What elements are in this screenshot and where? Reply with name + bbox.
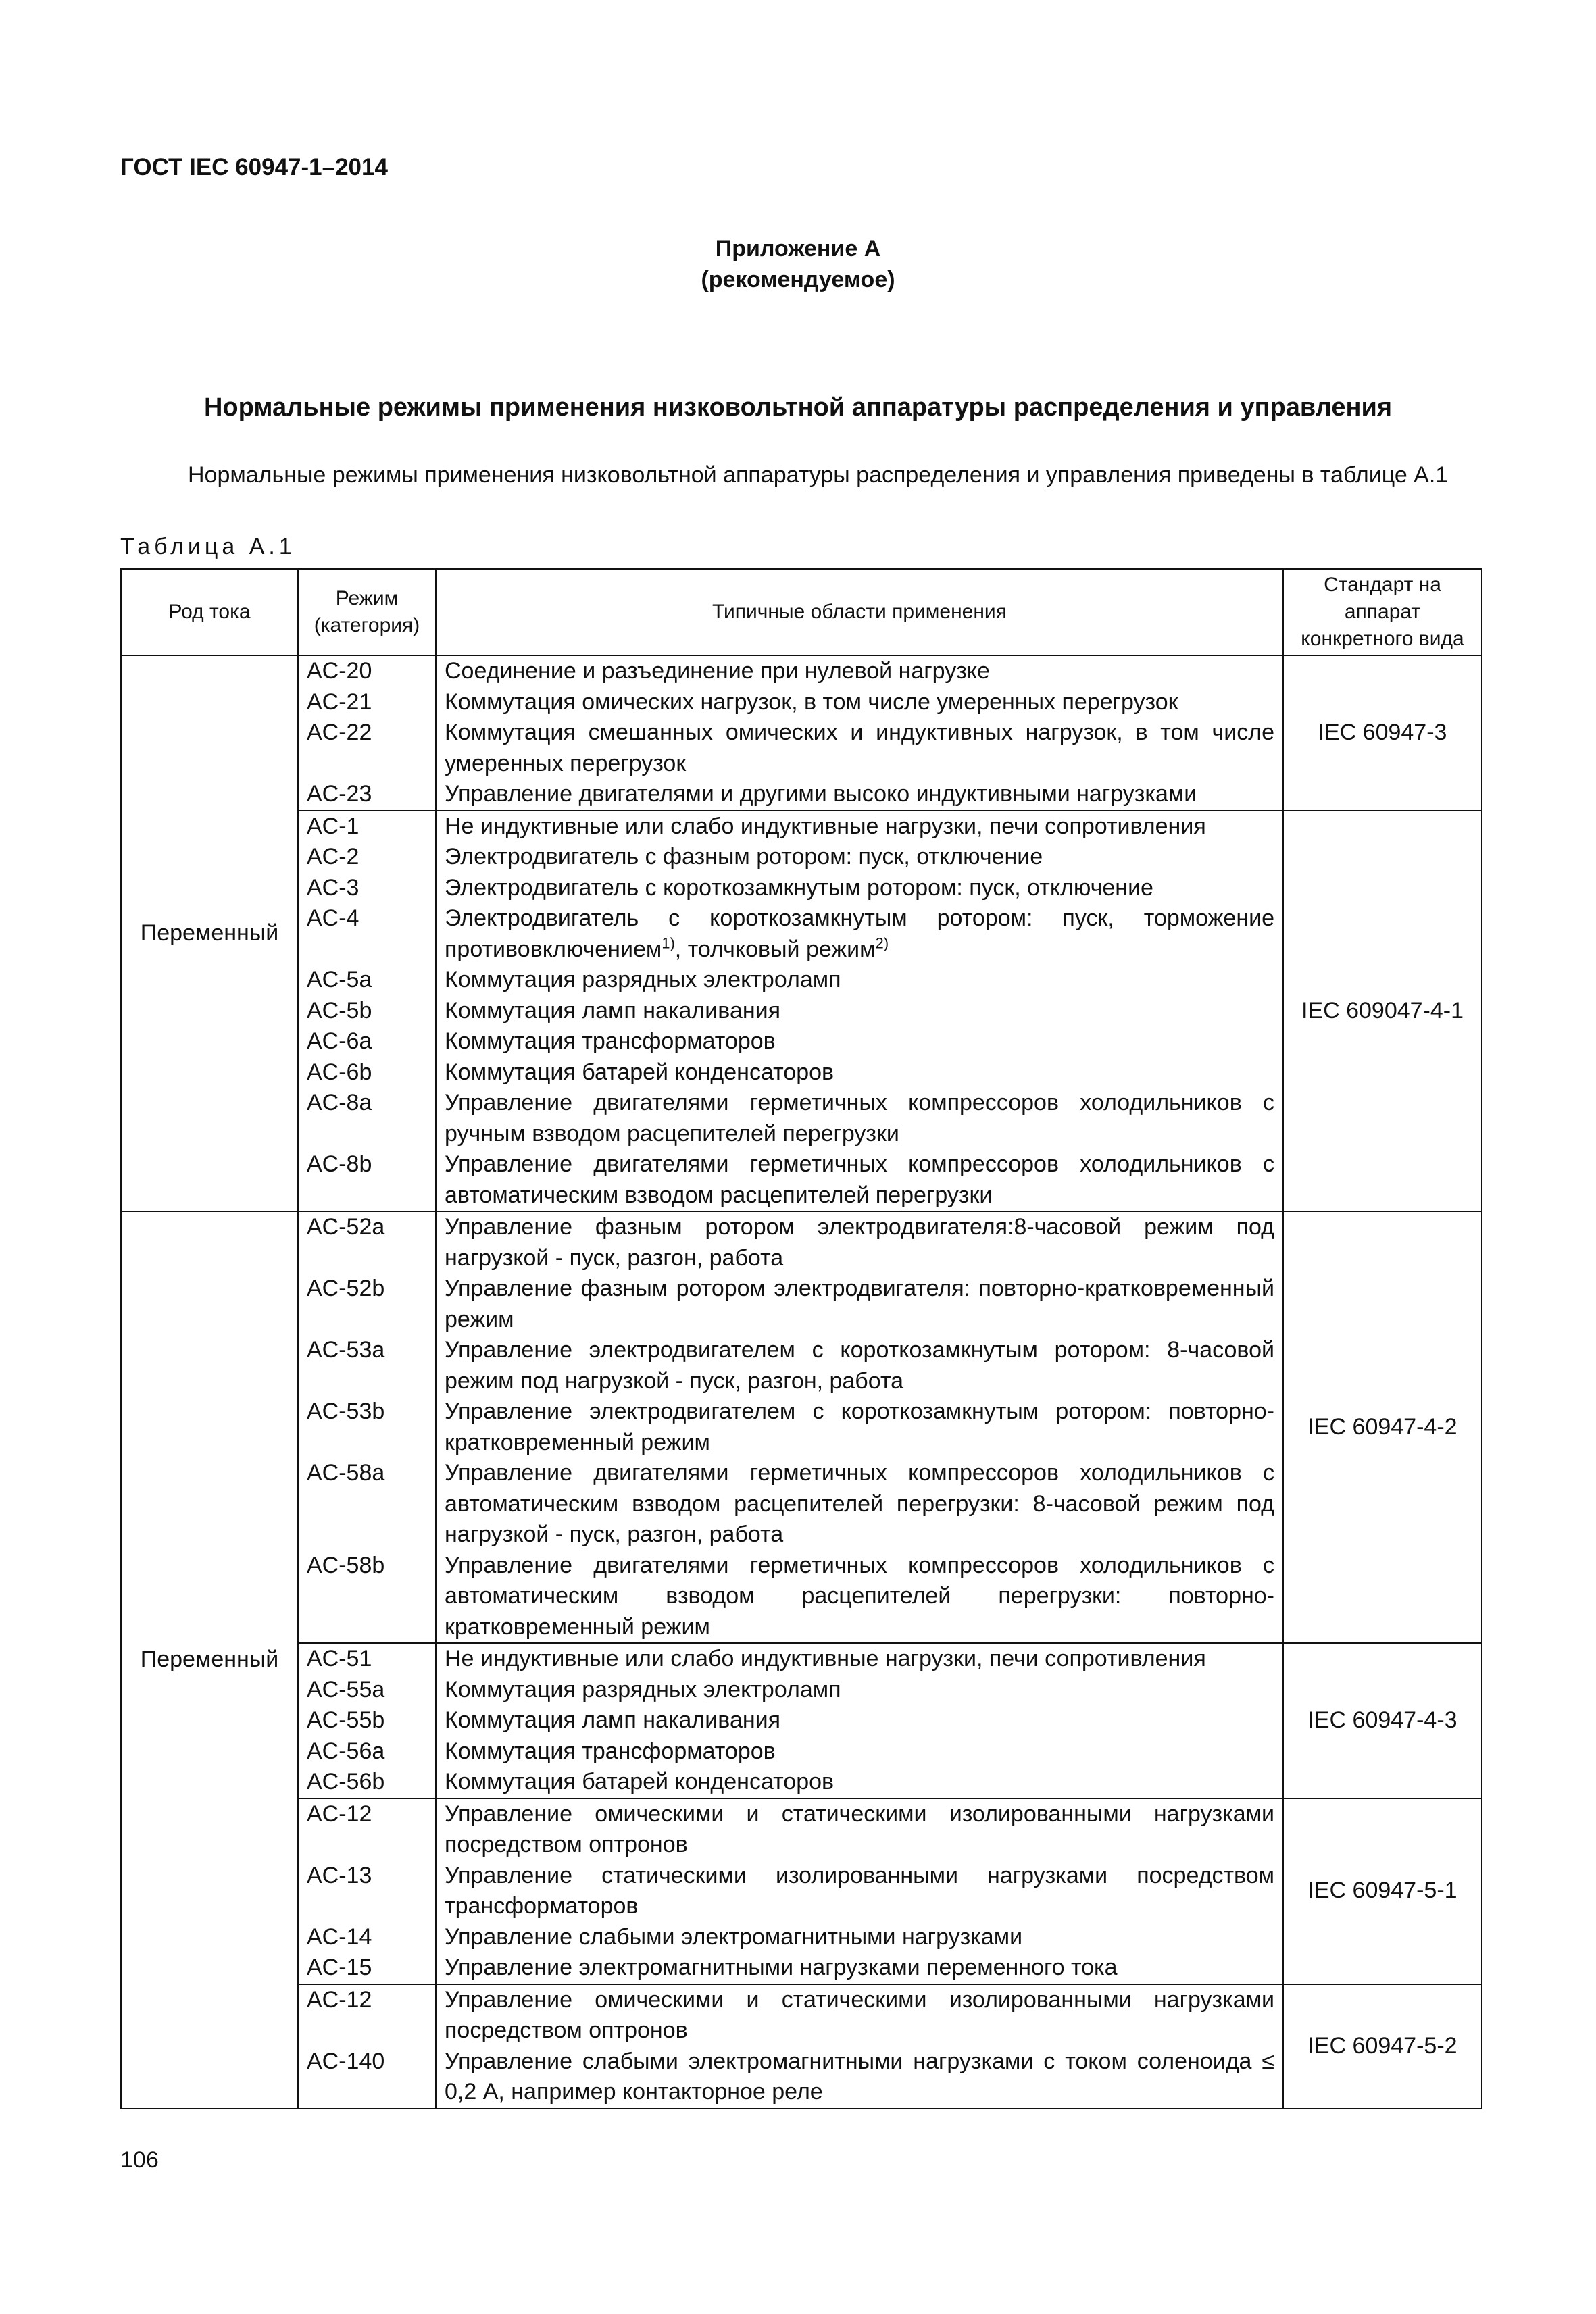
mode-code: AC-23 xyxy=(307,781,372,807)
areas-cell xyxy=(436,1984,1283,2109)
mode-code: AC-1 xyxy=(307,813,359,839)
area-text: Не индуктивные или слабо индуктивные нагрузки, печи сопротивления xyxy=(445,1646,1206,1671)
mode-cell xyxy=(298,1211,436,1643)
table-row xyxy=(121,1799,1482,1984)
standard-cell: IEC 60947-4-3 xyxy=(1283,1643,1482,1799)
mode-code xyxy=(307,1366,427,1397)
standard-cell: IEC 60947-4-2 xyxy=(1283,1211,1482,1643)
header-areas: Типичные области применения xyxy=(436,569,1283,655)
mode-code xyxy=(307,2015,427,2046)
mode-code: AC-14 xyxy=(307,1923,372,1950)
appendix-title: Приложение А xyxy=(715,236,881,261)
mode-cell xyxy=(298,655,436,811)
mode-code: AC-58b xyxy=(307,1552,385,1578)
intro-paragraph: Нормальные режимы применения низковольтной аппаратуры распределения и управления приведены в таблице А.1 xyxy=(188,462,1449,488)
footnote-mark: 2) xyxy=(875,934,889,952)
mode-cell xyxy=(298,1643,436,1799)
area-text: Коммутация ламп накаливания xyxy=(445,1707,781,1733)
area-text: Электродвигатель с фазным ротором: пуск, отключение xyxy=(445,844,1043,870)
areas-cell xyxy=(436,1643,1283,1799)
mode-code: AC-53a xyxy=(307,1337,385,1363)
area-text: Коммутация батарей конденсаторов xyxy=(445,1059,834,1085)
mode-code xyxy=(307,1489,427,1520)
area-text: Коммутация трансформаторов xyxy=(445,1028,776,1054)
mode-code: AC-53b xyxy=(307,1399,385,1424)
appendix-title-block xyxy=(0,233,1596,295)
mode-cell xyxy=(298,1799,436,1984)
area-text: Коммутация батарей конденсаторов xyxy=(445,1769,834,1794)
area-text: Коммутация омических нагрузок, в том числе умеренных перегрузок xyxy=(445,688,1178,715)
area-text-part: , толчковый режим xyxy=(674,936,876,962)
area-text: Управление слабыми электромагнитными нагрузками с током соленоида ≤ 0,2 А, например контакторное реле xyxy=(445,2048,1274,2105)
header-mode: Режим (категория) xyxy=(298,569,436,655)
mode-code xyxy=(307,1119,427,1150)
area-text: Управление электродвигателем с короткозамкнутым ротором: 8-часовой режим под нагрузкой - пуск, разгон, работа xyxy=(445,1337,1274,1394)
header-kind: Род тока xyxy=(121,569,298,655)
mode-code: AC-56a xyxy=(307,1738,385,1764)
mode-code xyxy=(307,1305,427,1336)
area-text: Управление двигателями герметичных компрессоров холодильников с автоматическим взводом расцепителей перегрузки: 8-часовой режим под нагрузкой - пуск, разгон, работа xyxy=(445,1460,1274,1547)
mode-code: AC-6b xyxy=(307,1059,372,1085)
area-text-part: Электродвигатель с короткозамкнутым ротором: пуск, торможение противовключением xyxy=(445,905,1274,962)
document-header: ГОСТ IEC 60947-1–2014 xyxy=(120,154,388,180)
area-text: Управление слабыми электромагнитными нагрузками xyxy=(445,1923,1023,1950)
area-text: Электродвигатель с короткозамкнутым ротором: пуск, отключение xyxy=(445,874,1153,901)
areas-cell xyxy=(436,655,1283,811)
area-text: Коммутация трансформаторов xyxy=(445,1738,776,1764)
mode-code: AC-5b xyxy=(307,997,372,1024)
area-text: Коммутация разрядных электроламп xyxy=(445,967,841,992)
mode-code: AC-8a xyxy=(307,1090,372,1115)
mode-code: AC-5a xyxy=(307,967,372,992)
area-text: Управление электромагнитными нагрузками переменного тока xyxy=(445,1955,1118,1980)
mode-code: AC-55b xyxy=(307,1707,385,1733)
mode-cell xyxy=(298,1984,436,2109)
mode-code: AC-3 xyxy=(307,874,359,901)
area-text xyxy=(445,903,1274,965)
area-text: Коммутация ламп накаливания xyxy=(445,997,781,1024)
mode-code: AC-6a xyxy=(307,1028,372,1054)
table-row xyxy=(121,1643,1482,1799)
header-standard: Стандарт на аппарат конкретного вида xyxy=(1283,569,1482,655)
mode-code: AC-12 xyxy=(307,1986,372,2013)
table-caption: Таблица А.1 xyxy=(120,534,296,559)
mode-code: AC-20 xyxy=(307,658,372,684)
table-row xyxy=(121,1211,1482,1643)
area-text: Управление омическими и статическими изолированными нагрузками посредством оптронов xyxy=(445,1986,1274,2043)
table-row xyxy=(121,811,1482,1212)
mode-code: AC-52b xyxy=(307,1276,385,1301)
area-text: Управление фазным ротором электродвигателя: повторно-кратковременный режим xyxy=(445,1276,1274,1332)
page-number: 106 xyxy=(120,2147,159,2173)
area-text: Управление двигателями герметичных компрессоров холодильников с автоматическим взводом расцепителей перегрузки xyxy=(445,1151,1274,1208)
table-row xyxy=(121,655,1482,811)
mode-code: AC-2 xyxy=(307,844,359,870)
mode-code: AC-140 xyxy=(307,2048,385,2074)
area-text: Управление фазным ротором электродвигателя:8-часовой режим под нагрузкой - пуск, разгон, работа xyxy=(445,1214,1274,1271)
mode-code: AC-51 xyxy=(307,1646,372,1671)
mode-code: AC-21 xyxy=(307,688,372,715)
areas-cell xyxy=(436,1799,1283,1984)
standard-cell: IEC 60947-5-1 xyxy=(1283,1799,1482,1984)
mode-code: AC-8b xyxy=(307,1151,372,1177)
area-text: Управление омическими и статическими изолированными нагрузками посредством оптронов xyxy=(445,1801,1274,1857)
area-text: Коммутация разрядных электроламп xyxy=(445,1676,841,1703)
mode-code: AC-4 xyxy=(307,905,359,931)
mode-code xyxy=(307,934,427,965)
area-text: Управление двигателями герметичных компрессоров холодильников с ручным взводом расцепителей перегрузки xyxy=(445,1090,1274,1147)
modes-table xyxy=(120,568,1482,2109)
current-kind-cell: Переменный xyxy=(121,655,298,1211)
area-text: Управление двигателями и другими высоко индуктивными нагрузками xyxy=(445,781,1197,807)
mode-code xyxy=(307,1428,427,1459)
mode-code: AC-22 xyxy=(307,720,372,745)
current-kind-cell: Переменный xyxy=(121,1211,298,2109)
areas-cell xyxy=(436,811,1283,1212)
standard-cell: IEC 60947-3 xyxy=(1283,655,1482,811)
mode-code: AC-56b xyxy=(307,1769,385,1794)
mode-code xyxy=(307,1830,427,1861)
mode-code: AC-12 xyxy=(307,1801,372,1827)
area-text: Управление статическими изолированными нагрузками посредством трансформаторов xyxy=(445,1862,1274,1919)
mode-code xyxy=(307,1891,427,1922)
area-text: Не индуктивные или слабо индуктивные нагрузки, печи сопротивления xyxy=(445,813,1206,839)
appendix-subtitle: (рекомендуемое) xyxy=(701,267,895,293)
mode-cell xyxy=(298,811,436,1212)
standard-cell: IEC 609047-4-1 xyxy=(1283,811,1482,1212)
table-row xyxy=(121,1984,1482,2109)
area-text: Управление двигателями герметичных компрессоров холодильников с автоматическим взводом расцепителей перегрузки: повторно-кратковременный режим xyxy=(445,1552,1274,1640)
table-header-row xyxy=(121,569,1482,655)
area-text: Коммутация смешанных омических и индуктивных нагрузок, в том числе умеренных перегрузок xyxy=(445,720,1274,776)
areas-cell xyxy=(436,1211,1283,1643)
standard-cell: IEC 60947-5-2 xyxy=(1283,1984,1482,2109)
mode-code: AC-55a xyxy=(307,1676,385,1703)
mode-code: AC-13 xyxy=(307,1862,372,1888)
mode-code: AC-52a xyxy=(307,1214,385,1240)
mode-code xyxy=(307,1519,427,1551)
mode-code: AC-58a xyxy=(307,1460,385,1486)
footnote-mark: 1) xyxy=(662,934,675,952)
mode-code xyxy=(307,749,427,780)
area-text: Соединение и разъединение при нулевой нагрузке xyxy=(445,658,990,684)
mode-code: AC-15 xyxy=(307,1955,372,1980)
area-text: Управление электродвигателем с короткозамкнутым ротором: повторно-кратковременный режим xyxy=(445,1399,1274,1455)
mode-code xyxy=(307,1243,427,1274)
section-heading: Нормальные режимы применения низковольтной аппаратуры распределения и управления xyxy=(203,393,1393,422)
